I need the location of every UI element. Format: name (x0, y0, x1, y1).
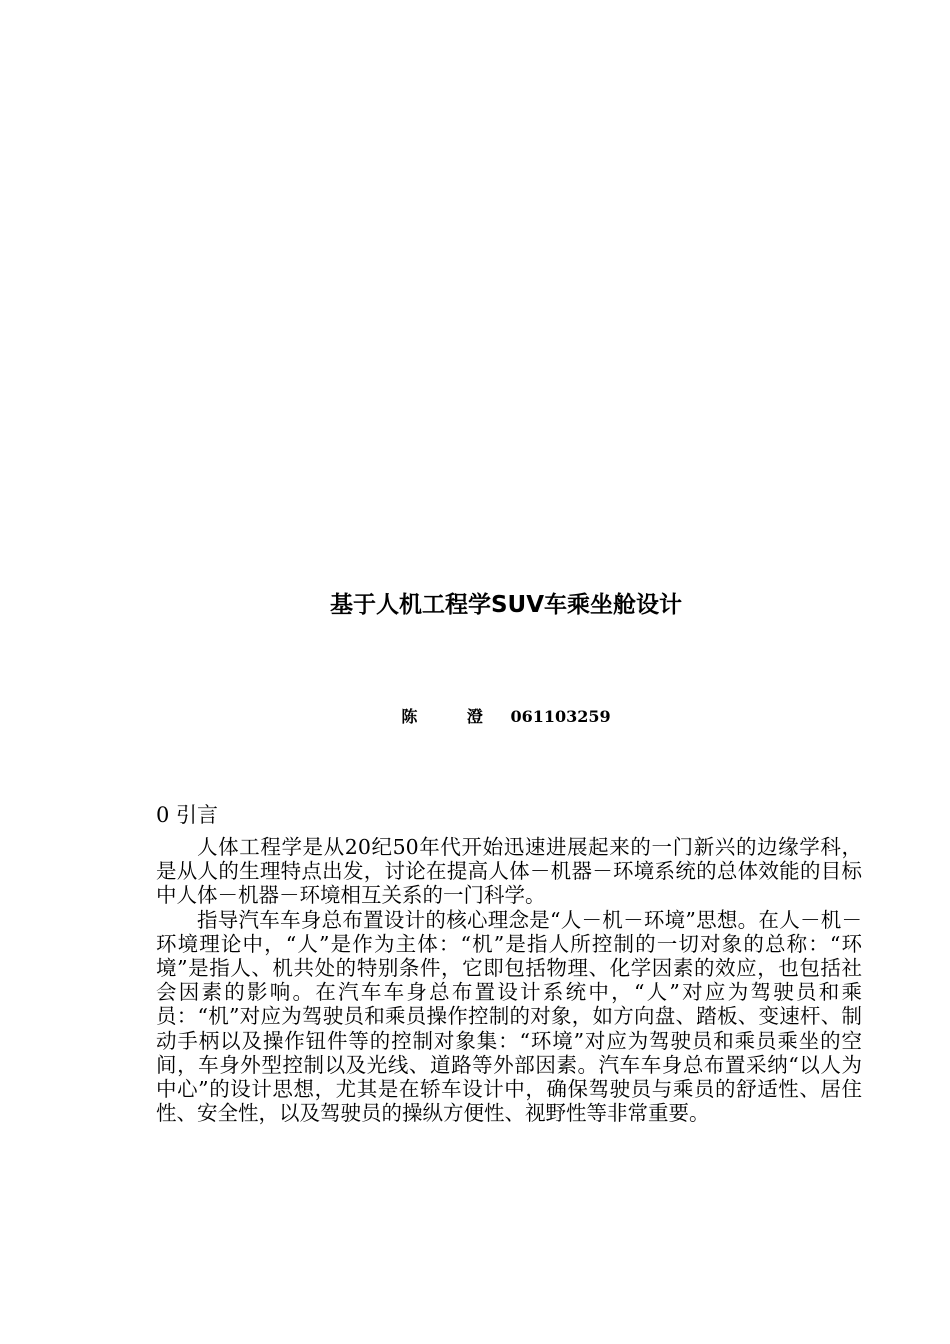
author-line (0, 704, 950, 727)
author-name: 陈 澄 (401, 707, 505, 726)
student-id: 061103259 (510, 707, 611, 726)
body-text (156, 835, 862, 1125)
section-heading: 0 引言 (156, 803, 219, 827)
paragraph: 人体工程学是从20纪50年代开始迅速进展起来的一门新兴的边缘学科，是从人的生理特点出发，讨论在提高人体－机器－环境系统的总体效能的目标中人体－机器－环境相互关系的一门科学。 (156, 835, 862, 908)
paragraph: 指导汽车车身总布置设计的核心理念是“人－机－环境”思想。在人－机－环境理论中，“人”是作为主体：“机”是指人所控制的一切对象的总称：“环境”是指人、机共处的特别条件，它即包括物理、化学因素的效应，也包括社会因素的影响。在汽车车身总布置设计系统中，“人”对应为驾驶员和乘员：“机”对应为驾驶员和乘员操作控制的对象，如方向盘、踏板、变速杆、制动手柄以及操作钮件等的控制对象集：“环境”对应为驾驶员和乘员乘坐的空间，车身外型控制以及光线、道路等外部因素。汽车车身总布置采纳“以人为中心”的设计思想，尤其是在轿车设计中，确保驾驶员与乘员的舒适性、居住性、安全性，以及驾驶员的操纵方便性、视野性等非常重要。 (156, 907, 862, 1126)
document-title: 基于人机工程学SUV车乘坐舱设计 (329, 592, 683, 618)
